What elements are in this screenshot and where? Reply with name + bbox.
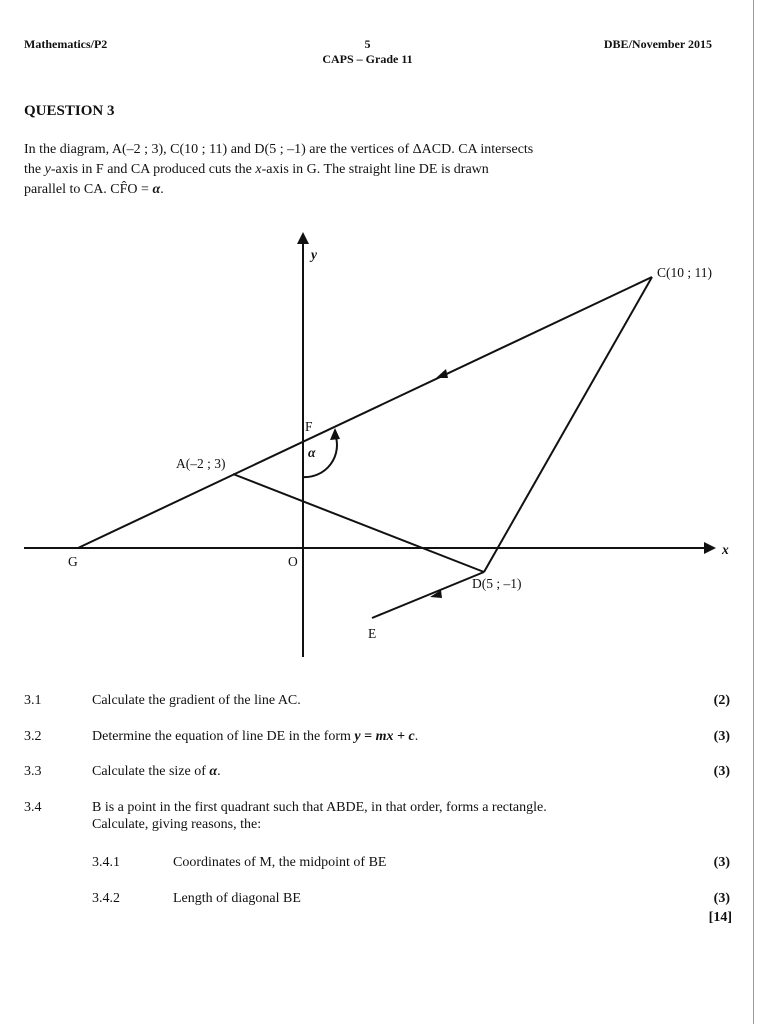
question-title: QUESTION 3 <box>24 103 115 119</box>
header-grade: CAPS – Grade 11 <box>322 52 413 66</box>
q3-3-text: Calculate the size of α. <box>92 764 221 779</box>
q3-2-marks: (3) <box>713 729 730 744</box>
q3-1-text: Calculate the gradient of the line AC. <box>92 693 301 708</box>
q3-2-number: 3.2 <box>24 729 42 744</box>
intro-line-3: parallel to CA. CF̂O = α. <box>24 182 164 197</box>
line-ad <box>233 474 484 572</box>
line-gc <box>78 277 652 548</box>
intro-line-1: In the diagram, A(–2 ; 3), C(10 ; 11) and D(5 ; –1) are the vertices of ΔACD. CA intersects <box>24 142 534 157</box>
x-axis-arrow <box>704 542 716 554</box>
line-cd <box>484 277 652 572</box>
point-a-label: A(–2 ; 3) <box>176 456 226 471</box>
point-g-label: G <box>68 554 78 569</box>
y-axis-label: y <box>311 247 317 262</box>
header-page-number: 5 <box>364 37 371 51</box>
angle-arc-arrow <box>330 428 340 440</box>
q3-4-2-marks: (3) <box>713 891 730 906</box>
q3-4-1-marks: (3) <box>713 855 730 870</box>
q3-4-number: 3.4 <box>24 800 42 815</box>
x-axis-label: x <box>722 542 729 557</box>
q3-4-2-number: 3.4.2 <box>92 891 120 906</box>
q3-1-marks: (2) <box>713 693 730 708</box>
question-total-marks: [14] <box>708 910 732 925</box>
header-subject: Mathematics/P2 <box>24 37 108 51</box>
origin-label: O <box>288 554 298 569</box>
q3-4-2-text: Length of diagonal BE <box>173 891 301 906</box>
q3-3-number: 3.3 <box>24 764 42 779</box>
point-e-label: E <box>368 626 377 641</box>
point-f-label: F <box>305 419 313 434</box>
q3-4-line-2: Calculate, giving reasons, the: <box>92 817 262 832</box>
q3-4-1-number: 3.4.1 <box>92 855 120 870</box>
angle-alpha-label: α <box>308 445 316 460</box>
parallel-arrow-ca <box>436 369 448 378</box>
intro-line-2: the y-axis in F and CA produced cuts the x-axis in G. The straight line DE is drawn <box>24 162 489 177</box>
header-exam-date: DBE/November 2015 <box>603 37 712 51</box>
q3-4-line-1: B is a point in the first quadrant such that ABDE, in that order, forms a rectangle. <box>92 800 547 815</box>
q3-3-marks: (3) <box>713 764 730 779</box>
point-d-label: D(5 ; –1) <box>472 576 522 591</box>
q3-2-text: Determine the equation of line DE in the form y = mx + c. <box>92 729 419 744</box>
y-axis-arrow <box>297 232 309 244</box>
point-c-label: C(10 ; 11) <box>657 265 712 280</box>
q3-1-number: 3.1 <box>24 693 42 708</box>
line-de <box>372 572 484 618</box>
q3-4-1-text: Coordinates of M, the midpoint of BE <box>173 855 387 870</box>
